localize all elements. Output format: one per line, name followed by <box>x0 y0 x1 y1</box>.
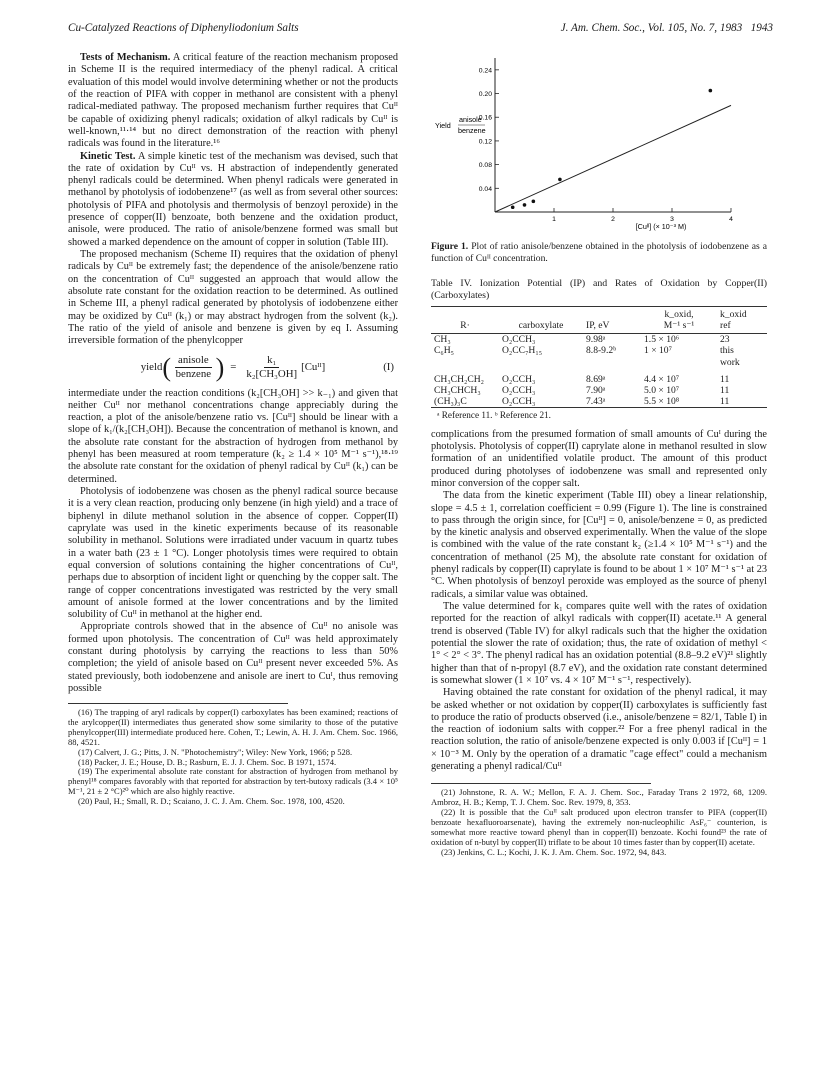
y-tick-label: 0.08 <box>478 162 492 170</box>
table-cell-ref: 11 <box>720 384 730 396</box>
table-cell-ip: 8.69ᵃ <box>586 373 606 385</box>
table-cell-r: (CH₃)₃C <box>434 395 467 407</box>
table-cell-carboxylate: O₂CC₇H₁₅ <box>502 345 543 357</box>
figure-1-caption <box>431 241 767 264</box>
table-cell-k: 5.5 × 10⁸ <box>644 395 680 407</box>
equation-1 <box>68 348 398 388</box>
right-column <box>431 52 767 857</box>
figure-caption-label: Figure 1. <box>431 241 469 252</box>
paragraph-text: A simple kinetic test of the mechanism was devised, such that the rate of oxidation by Cuᴵᴵ vs. H abstraction of independently generated phenyl radicals could be determined. When phenyl radicals were generated in methanol by photolysis of iodobenzene¹⁷ (as well as from several other sources: photolysis of PIFA and photolysis and thermolysis of benzoyl peroxide) in the presence of copper(II) benzoate, both benzene and the oxidation product, anisole, were produced. The ratio of anisole/benzene formed was small but showed a marked dependence on the amount of copper in solution (Table III). <box>68 150 398 248</box>
table-row <box>431 357 767 368</box>
paragraph-intermediate: intermediate under the reaction conditions (k₂[CH₃OH] >> k₋₁) and given that neither Cuᴵᴵ nor methanol concentrations change appreciably during the reaction, a plot of the anisole/benzene ratio vs. [Cuᴵᴵ] should be linear with a slope of k₁/(k₂[CH₃OH]). Because the concentration of methanol is known, and the absolute rate constant for the abstraction of hydrogen from methanol by phenyl has been measured at room temperature (k₂ ≥ 1.4 × 10⁵ M⁻¹ s⁻¹),¹⁸·¹⁹ the absolute rate constant for the oxidation of phenyl radical by Cuᴵᴵ (k₁) can be determined. <box>68 387 398 485</box>
running-head-title: Cu-Catalyzed Reactions of Diphenyliodonium Salts <box>68 22 299 34</box>
eq-lhs: yield <box>140 361 163 374</box>
table-body <box>431 334 767 407</box>
footnote-23: (23) Jenkins, C. L.; Kochi, J. K. J. Am. Chem. Soc. 1972, 94, 843. <box>441 846 667 857</box>
footnotes-left <box>68 708 398 807</box>
paragraph-kinetic-data: The data from the kinetic experiment (Table III) obey a linear relationship, slope = 4.5 ± 1, correlation coefficient = 0.99 (Figure 1). The line is constrained to pass through the origin since, for [Cuᴵᴵ] = 0, anisole/benzene = 0, as predicted by the kinetic analysis and observed experimentally. When the value of the slope is combined with the value of the rate constant k₂ (≥1.4 × 10⁵ M⁻¹ s⁻¹) and the concentration of methanol (25 M), the absolute rate constant for oxidation of phenyl radicals by copper(II) caprylate is found to be about 1 × 10⁷ M⁻¹ s⁻¹ at 23 °C. When photolysis of benzoyl peroxide was employed as the source of phenyl radicals, a similar value was obtained. <box>431 490 767 600</box>
table-cell-ref: 11 <box>720 373 730 385</box>
y-tick-label: 0.04 <box>478 185 492 193</box>
page-number: 1943 <box>750 22 773 34</box>
table-cell-r: CH₃ <box>434 334 451 346</box>
figure-1 <box>431 52 767 237</box>
data-point <box>709 89 713 93</box>
left-column <box>68 52 398 807</box>
y-tick-label: 0.16 <box>478 114 492 122</box>
figure-1-chart <box>431 52 767 237</box>
table-cell-k: 4.4 × 10⁷ <box>644 373 680 385</box>
y-axis-label-denominator: benzene <box>458 126 486 135</box>
table-cell-r: C₆H₅ <box>434 345 455 357</box>
y-tick-label: 0.24 <box>478 67 492 75</box>
th-k-oxid-label: k_oxid, <box>664 308 694 320</box>
table-row <box>431 385 767 396</box>
table-4 <box>431 306 767 408</box>
running-head-journal <box>561 22 773 34</box>
table-cell-ref: 23 <box>720 334 730 346</box>
x-tick-label: 2 <box>611 216 615 223</box>
y-axis-label-prefix: Yield <box>435 121 451 130</box>
table-row <box>431 396 767 408</box>
table-cell-carboxylate: O₂CCH₃ <box>502 334 536 346</box>
eq-number: (I) <box>383 361 394 374</box>
footnotes-right <box>431 788 767 857</box>
table-cell-k: 1.5 × 10⁶ <box>644 334 680 346</box>
table-cell-carboxylate: O₂CCH₃ <box>502 384 536 396</box>
th-k-oxid-units: M⁻¹ s⁻¹ <box>663 319 695 331</box>
table-cell-ref: 11 <box>720 395 730 407</box>
paragraph-complications: complications from the presumed formation of small amounts of Cuᴵ during the photolysis. Photolysis of copper(II) caprylate alone in methanol resulted in slow formation of an unidentified volatile product. The amount of this product produced during photolyses of iodobenzene was small and represented only minor conversion of the copper salt. <box>431 428 767 489</box>
eq-den: k₂[CH₃OH] <box>246 368 298 380</box>
paragraph-tests-of-mechanism <box>68 52 398 151</box>
paragraph-kinetic-test <box>68 151 398 250</box>
table-row <box>431 334 767 346</box>
fit-line <box>495 105 731 212</box>
figure-caption-text: Plot of ratio anisole/benzene obtained in the photolysis of iodobenzene as a function of Cuᴵᴵ concentration. <box>431 241 767 264</box>
chart-x-ticks <box>552 208 733 223</box>
footnote-16: (16) The trapping of aryl radicals by copper(I) carboxylates has been examined; reactions of the arylcopper(II) intermediates thus generated show some similarity to those of the putative phenylcopper(III) intermediate produced here. Cohen, T.; Lewin, A. H. J. Am. Chem. Soc. 1966, 88, 4521. <box>68 707 398 747</box>
section-runin-tests: Tests of Mechanism. <box>80 52 171 63</box>
table-cell-k <box>641 357 717 368</box>
table-cell-k: 1 × 10⁷ <box>644 345 672 357</box>
x-axis-label: [Cuᴵᴵ] (× 10⁻³ M) <box>635 222 687 231</box>
eq-den: benzene <box>175 368 212 380</box>
eq-fraction-ratio <box>175 354 212 381</box>
paragraph-proposed-mechanism: The proposed mechanism (Scheme II) requires that the oxidation of phenyl radicals by Cuᴵᴵ be extremely fast; the dependence of the anisole/benzene ratio on the concentration of Cuᴵᴵ suggested an approach that would allow the absolute rate constant for the oxidation reaction to be determined. As outlined in Scheme III, a phenyl radical generated by photolysis of iodobenzene either may be oxidized by Cuᴵᴵ (k₁) or may abstract hydrogen from the solvent (k₂). The ratio of the yield of anisole and benzene is given by eq I. Assuming irreversible formation of the phenylcopper <box>68 249 398 347</box>
x-tick-label: 1 <box>552 216 556 223</box>
y-tick-label: 0.20 <box>478 91 492 99</box>
table-row <box>431 345 767 356</box>
table-cell-ip: 7.90ᵃ <box>586 384 606 396</box>
data-point <box>523 203 527 207</box>
th-carboxylate: carboxylate <box>518 319 564 331</box>
table-cell-ip: 7.43ᵃ <box>586 395 606 407</box>
running-head <box>68 22 773 38</box>
th-k-ref-label: k_oxid <box>720 308 747 320</box>
paragraph-cage-effect: Having obtained the rate constant for oxidation of the phenyl radical, it may be asked whether or not oxidation by copper(II) carboxylates is sufficiently fast to produce the ratio of products observed (i.e., anisole/benzene = 82/1, Table I) in the reaction of iodonium salts with copper.²² For a free phenyl radical in the reaction solution, the ratio of anisole/benzene expected is only 0.003 if [Cuᴵᴵ] = 1 × 10⁻³ M. Only by the operation of a dramatic "cage effect" could a mechanism generating a phenyl radical/Cuᴵᴵ <box>431 687 767 773</box>
table-cell-carboxylate <box>499 357 583 368</box>
footnote-18: (18) Packer, J. E.; House, D. B.; Rasburn, E. J. J. Chem. Soc. B 1971, 1574. <box>78 756 337 767</box>
footnote-21: (21) Johnstone, R. A. W.; Mellon, F. A. J. Chem. Soc., Faraday Trans 2 1972, 68, 1209. Ambroz, H. B.; Kemp, T. J. Chem. Soc. Rev. 1979, 8, 353. <box>431 787 767 808</box>
table-cell-r <box>431 357 499 368</box>
y-axis-label-numerator: anisole <box>459 115 482 124</box>
eq-num: anisole <box>175 354 212 368</box>
th-r: R· <box>460 319 470 331</box>
table-4-footnote: ᵃ Reference 11. ᵇ Reference 21. <box>437 409 551 420</box>
table-row <box>431 368 767 385</box>
table-4-title: Table IV. Ionization Potential (IP) and Rates of Oxidation by Copper(II) (Carboxylates) <box>431 278 767 301</box>
y-tick-label: 0.12 <box>478 138 492 146</box>
paragraph-k1-comparison: The value determined for k₁ compares quite well with the rates of oxidation reported for the reaction of alkyl radicals with copper(II) acetate.¹¹ A general trend is observed (Table IV) for alkyl radicals such that the higher the oxidation potential the slower the rate of oxidation; thus, the rate of oxidation of methyl < 1° < 2° < 3°. The phenyl radical has an oxidation potential (8.8–9.2 eV)²¹ slightly higher than that of n-propyl (8.7 eV), and the oxidation rate constant determined is somewhat slower (1 × 10⁷ vs. 4 × 10⁷ M⁻¹ s⁻¹, respectively). <box>431 601 767 686</box>
journal-citation: J. Am. Chem. Soc., Vol. 105, No. 7, 1983 <box>560 22 743 34</box>
th-k-ref-sub: ref <box>720 319 731 331</box>
table-cell-carboxylate: O₂CCH₃ <box>502 395 536 407</box>
footnote-19: (19) The experimental absolute rate constant for abstraction of hydrogen from methanol by phenyl¹⁸ compares favorably with that reported for abstraction by tert-butoxy radicals (3.4 × 10⁵ M⁻¹, 21 ± 2 °C)²⁰ which are also highly reactive. <box>68 766 398 797</box>
table-cell-ref: work <box>720 356 740 368</box>
th-ip: IP, eV <box>586 319 610 331</box>
eq-fraction-rate <box>246 354 297 381</box>
table-cell-ref: this <box>720 345 734 357</box>
data-point <box>558 178 562 182</box>
footnote-22: (22) It is possible that the Cuᴵᴵ salt produced upon electron transfer to PIFA (copper(II) benzoate hexafluoroarsenate), having the extremely non-nucleophilic AsF₆⁻ counterion, is somewhat more reactive toward phenyl than in copper(II) benzoate. Kochi found²³ the rate of oxidation of n-butyl by copper(II) triflate to be about 10 times faster than by copper(II) acetate. <box>431 807 767 847</box>
footnote-divider <box>68 703 288 704</box>
eq-tail: [Cuᴵᴵ] <box>301 361 326 374</box>
section-runin-kinetic: Kinetic Test. <box>80 150 136 162</box>
x-tick-label: 4 <box>729 216 733 223</box>
footnote-17: (17) Calvert, J. G.; Pitts, J. N. "Photochemistry"; Wiley: New York, 1966; p 528. <box>78 746 353 757</box>
th-k-oxid <box>641 306 717 334</box>
eq-num: k₁ <box>264 354 279 368</box>
table-cell-ip <box>583 357 641 368</box>
data-point <box>532 200 536 204</box>
paragraph-photolysis: Photolysis of iodobenzene was chosen as the phenyl radical source because it is a very clean reaction, producing only benzene (in high yield) and a trace of biphenyl in dilute methanol solution in the absence of copper. Copper(II) caprylate was used in the kinetic experiments because of its reasonable solubility in methanol. Solutions were irradiated under vacuum in quartz tubes in a water bath (23 ± 1 °C). Longer photolysis times were required to obtain equal conversion of solutions containing the higher concentrations of Cuᴵᴵ, perhaps due to absorption of incident light or quenching by the copper salt. The range of copper concentrations investigated was restricted by the very small amount of anisole formed at the lower concentrations and by the limited solubility of Cuᴵᴵ in methanol at the higher end. <box>68 486 398 621</box>
paragraph-controls: Appropriate controls showed that in the absence of Cuᴵᴵ no anisole was formed upon photolysis. The concentration of Cuᴵᴵ was held approximately constant during photolysis by carrying the reactions to less than 50% completion; the yield of anisole based on Cuᴵᴵ present never exceeded 5%. As stated previously, both iodobenzene and anisole are inert to Cuᴵ, thus removing possible <box>68 621 398 694</box>
eq-paren-close: ) <box>215 352 225 382</box>
chart-axes <box>495 58 731 212</box>
eq-paren-open: ( <box>162 352 172 382</box>
th-k-ref <box>717 306 767 334</box>
table-header-row <box>431 306 767 334</box>
footnote-20: (20) Paul, H.; Small, R. D.; Scaiano, J. C. J. Am. Chem. Soc. 1978, 100, 4520. <box>78 796 345 807</box>
right-column-text <box>431 429 767 774</box>
data-point <box>511 205 515 209</box>
table-cell-carboxylate: O₂CCH₃ <box>502 373 536 385</box>
table-cell-r: CH₃CH₂CH₂ <box>434 373 485 385</box>
table-cell-r: CH₃CHCH₃ <box>434 384 481 396</box>
x-tick-label: 3 <box>670 216 674 223</box>
table-cell-k: 5.0 × 10⁷ <box>644 384 680 396</box>
table-cell-ip: 8.8-9.2ᵇ <box>586 345 617 357</box>
footnote-divider <box>431 783 651 784</box>
table-cell-ip: 9.98ᵃ <box>586 334 606 346</box>
paragraph-text: A critical feature of the reaction mechanism proposed in Scheme II is the required intermediacy of the phenyl radical. A critical evaluation of this model would involve determining whether or not the products of the reaction of PIFA with copper in methanol are consistent with a phenyl radical-mediated pathway. The proposed mechanism further requires that Cuᴵᴵ be capable of oxidizing phenyl radicals; oxidation of alkyl radicals by Cuᴵᴵ is well-known,¹¹·¹⁴ but no direct demonstration of the reaction with phenyl radicals was found in the literature.¹⁶ <box>68 52 398 150</box>
eq-equals: = <box>230 361 237 374</box>
